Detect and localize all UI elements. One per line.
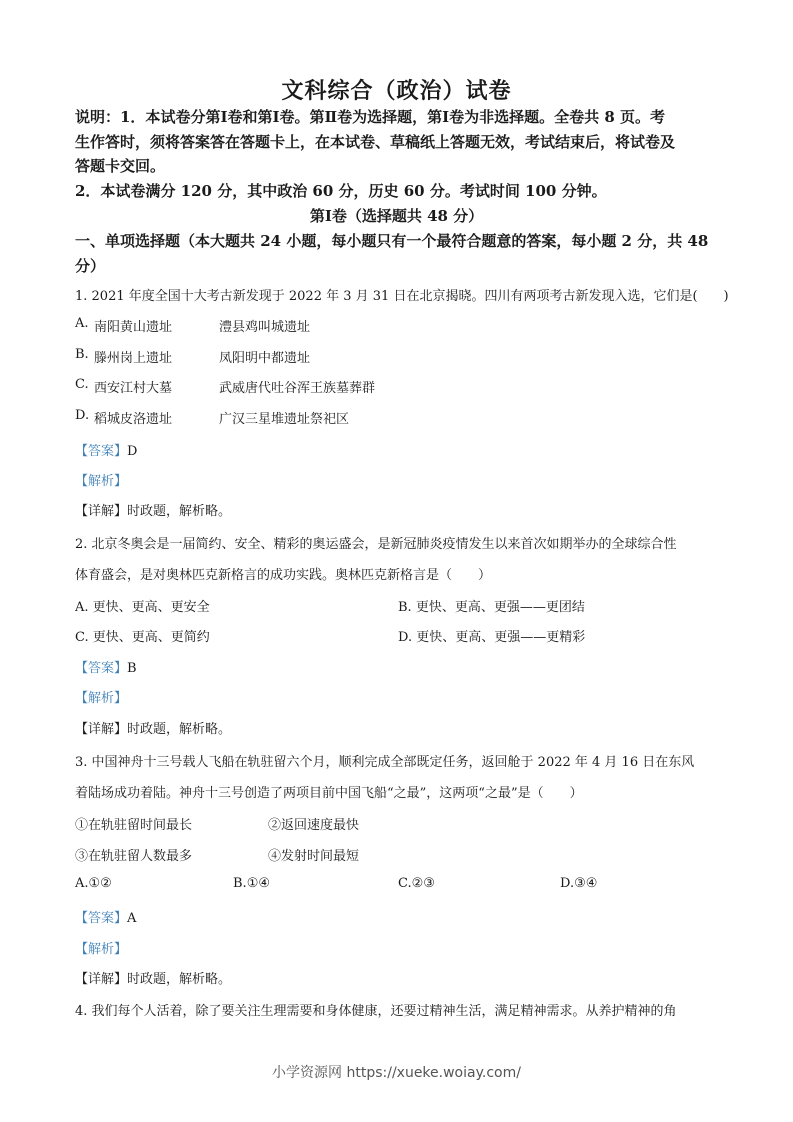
option-text: ②③: [411, 876, 435, 891]
option-d-col1: 稻城皮洛遗址: [94, 412, 173, 427]
analysis-label: 【解析】: [75, 691, 128, 706]
option-b-col1: 滕州岗上遗址: [94, 351, 173, 366]
detail-label: 【详解】: [75, 972, 128, 987]
option-letter: A.: [75, 876, 89, 891]
option-text: 更快、更高、更安全: [92, 600, 210, 615]
detail-text: 时政题，解析略。: [127, 504, 232, 519]
option-a-col2: 澧县鸡叫城遗址: [219, 320, 311, 335]
question-stem: 1. 2021 年度全国十大考古新发现于 2022 年 3 月 31 日在北京揭晓。四川有两项考古新发现入选，它们是( ): [75, 289, 729, 304]
answer-label: 【答案】: [75, 444, 128, 459]
option-letter: D.: [75, 408, 90, 423]
question-stem-line-1: 2. 北京冬奥会是一届简约、安全、精彩的奥运盛会，是新冠肺炎疫情发生以来首次如期举办的全球综合性: [75, 537, 677, 552]
option-letter: B.: [75, 347, 89, 362]
option-c: [75, 626, 210, 645]
option-c: [398, 876, 435, 891]
part-heading-line-1: 一、单项选择题（本大题共 24 小题，每小题只有一个最符合题意的答案，每小题 2 分，共 48: [75, 232, 709, 250]
option-text: 更快、更高、更强——更团结: [415, 600, 585, 615]
section-title: 第Ⅰ卷（选择题共 48 分）: [309, 207, 484, 225]
instructions-line-3: 答题卡交回。: [75, 157, 166, 175]
detail-label: 【详解】: [75, 504, 128, 519]
detail-row: [75, 718, 231, 737]
analysis-label: 【解析】: [75, 474, 128, 489]
answer-label: 【答案】: [75, 911, 128, 926]
statement-4: ④发射时间最短: [268, 849, 360, 864]
statement-1: ①在轨驻留时间最长: [75, 818, 193, 833]
part-heading-line-2: 分）: [75, 257, 106, 275]
option-d: [398, 626, 585, 645]
instructions-line-1: 说明：1．本试卷分第Ⅰ卷和第Ⅰ卷。第Ⅱ卷为选择题，第Ⅰ卷为非选择题。全卷共 8 页。考: [75, 108, 666, 126]
option-b: [233, 876, 270, 891]
option-text: ③④: [574, 876, 598, 891]
option-letter: B.: [398, 600, 412, 615]
option-c-col2: 武威唐代吐谷浑王族墓葬群: [219, 381, 376, 396]
question-stem-line-2: 体育盛会，是对奥林匹克新格言的成功实践。奥林匹克新格言是（ ）: [75, 568, 492, 583]
option-letter: C.: [75, 377, 89, 392]
option-a-col1: 南阳黄山遗址: [94, 320, 173, 335]
option-letter: D.: [398, 630, 413, 645]
answer-row: [75, 657, 137, 676]
detail-row: [75, 968, 231, 987]
option-d: [560, 876, 597, 891]
document-title: 文科综合（政治）试卷: [281, 78, 512, 104]
option-text: ①②: [88, 876, 112, 891]
option-b-col2: 凤阳明中都遗址: [219, 351, 311, 366]
answer-row: [75, 907, 136, 926]
footer-watermark[interactable]: 小学资源网 https://xueke.woiay.com/: [272, 1065, 521, 1081]
option-letter: C.: [398, 876, 412, 891]
instructions-line-4: 2．本试卷满分 120 分，其中政治 60 分，历史 60 分。考试时间 100 分钟。: [75, 182, 607, 200]
option-letter: C.: [75, 630, 89, 645]
question-stem-line-1: 4. 我们每个人活着，除了要关注生理需要和身体健康，还要过精神生活，满足精神需求。从养护精神的角: [75, 1004, 677, 1019]
detail-row: [75, 500, 231, 519]
detail-text: 时政题，解析略。: [127, 722, 232, 737]
detail-label: 【详解】: [75, 722, 128, 737]
question-stem-line-1: 3. 中国神舟十三号载人飞船在轨驻留六个月，顺利完成全部既定任务，返回舱于 2022 年 4 月 16 日在东风: [75, 755, 695, 770]
option-letter: B.: [233, 876, 247, 891]
statement-3: ③在轨驻留人数最多: [75, 849, 193, 864]
analysis-label: 【解析】: [75, 942, 128, 957]
option-letter: A.: [75, 600, 89, 615]
option-text: 更快、更高、更简约: [92, 630, 210, 645]
option-text: ①④: [246, 876, 270, 891]
option-b: [398, 596, 585, 615]
option-c-col1: 西安江村大墓: [94, 381, 173, 396]
option-a: [75, 876, 112, 891]
option-d-col2: 广汉三星堆遗址祭祀区: [219, 412, 350, 427]
instructions-line-2: 生作答时，须将答案答在答题卡上，在本试卷、草稿纸上答题无效，考试结束后，将试卷及: [75, 133, 676, 151]
option-letter: A.: [75, 316, 89, 331]
statement-2: ②返回速度最快: [268, 818, 360, 833]
option-a: [75, 596, 210, 615]
option-text: 更快、更高、更强——更精彩: [416, 630, 586, 645]
question-stem-line-2: 着陆场成功着陆。神舟十三号创造了两项目前中国飞船“之最”，这两项“之最”是（ ）: [75, 786, 583, 801]
option-letter: D.: [560, 876, 575, 891]
answer-value: B: [127, 661, 137, 676]
answer-row: [75, 440, 137, 459]
answer-value: A: [127, 911, 137, 926]
detail-text: 时政题，解析略。: [127, 972, 232, 987]
answer-value: D: [127, 444, 138, 459]
answer-label: 【答案】: [75, 661, 128, 676]
